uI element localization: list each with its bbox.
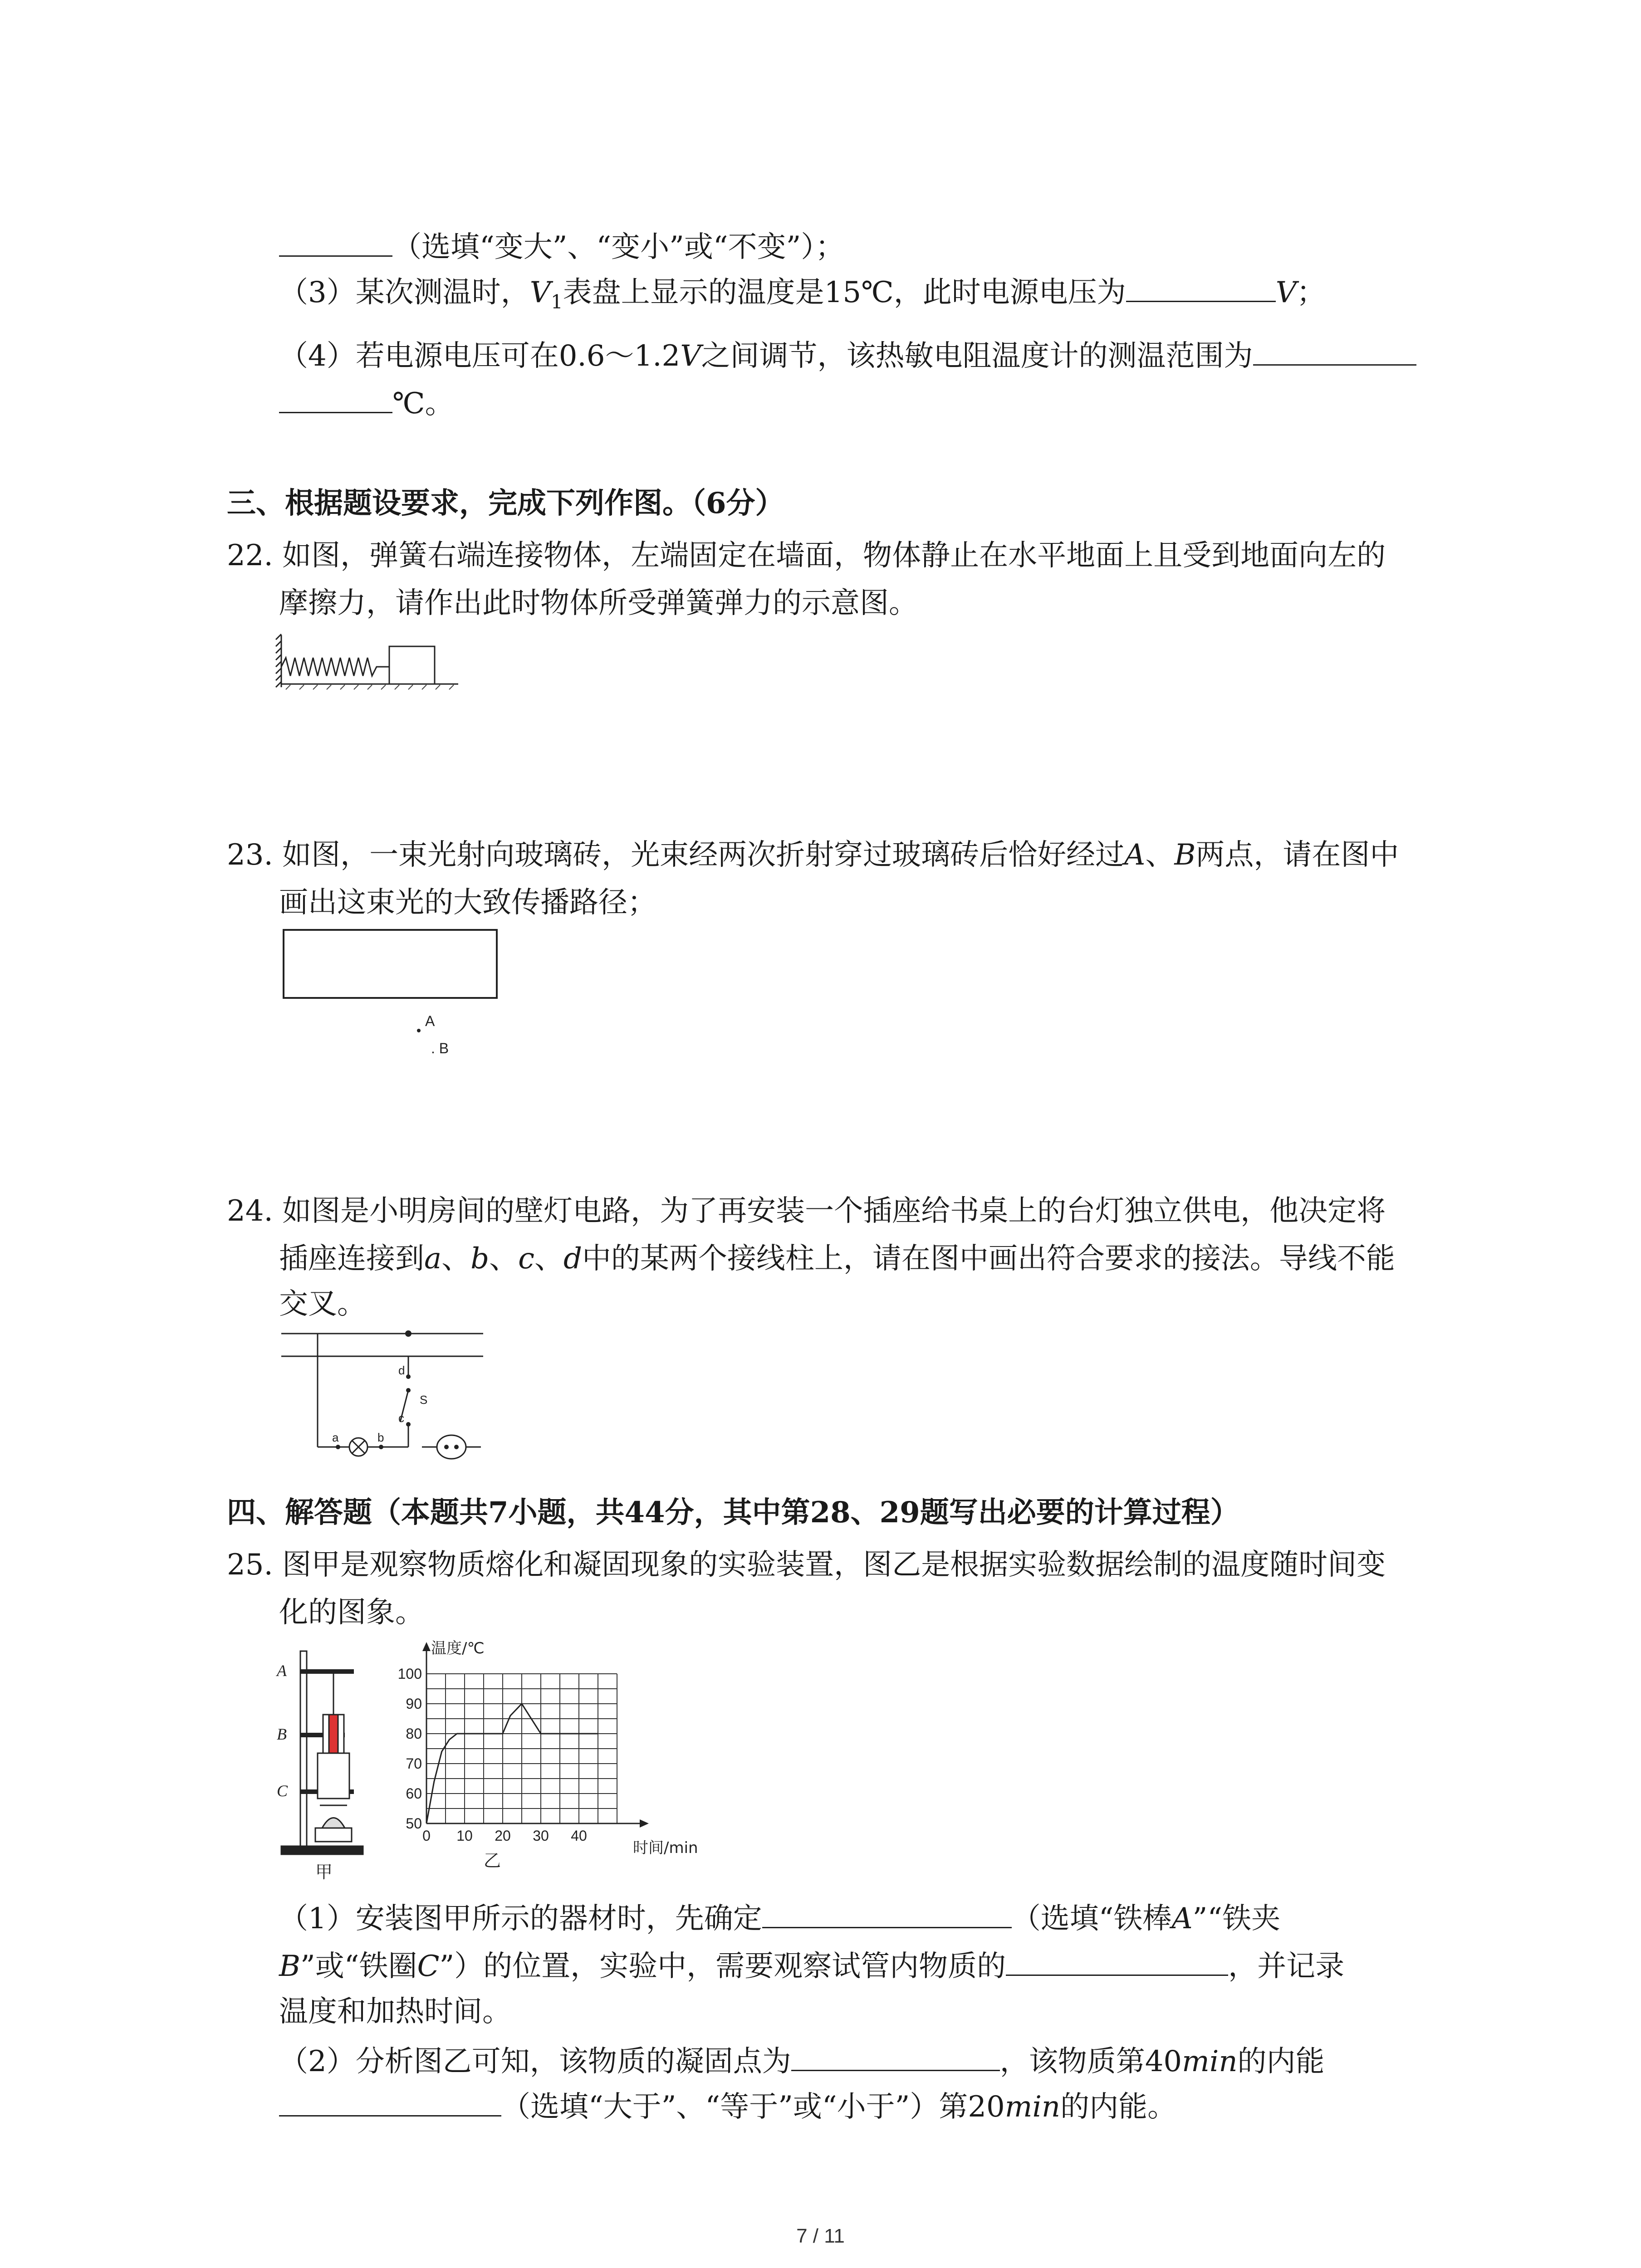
fig-yi-label: 乙	[484, 1851, 501, 1871]
q21-line4: ℃。	[279, 383, 454, 424]
x-axis-label: 时间/min	[633, 1839, 698, 1857]
svg-text:a: a	[332, 1431, 339, 1444]
x-tick-label: 20	[495, 1828, 511, 1844]
q25-p2: B”或“铁圈C”）的位置，实验中，需要观察试管内物质的 ，并记录	[279, 1946, 1344, 1987]
x-axis-arrow	[640, 1819, 649, 1828]
svg-text:d: d	[398, 1364, 405, 1377]
q23-line1: 23. 如图，一束光射向玻璃砖，光束经两次折射穿过玻璃砖后恰好经过A、B两点，请在图中	[227, 838, 1399, 872]
svg-text:B: B	[277, 1725, 287, 1743]
q24-circuit-figure	[281, 1327, 490, 1463]
svg-text:S: S	[420, 1393, 428, 1407]
answer-blank[interactable]	[1253, 337, 1416, 366]
page-number: 7 / 11	[796, 2225, 845, 2247]
q22-spring-figure	[272, 631, 463, 694]
temperature-time-chart	[390, 1633, 699, 1869]
glass-brick	[284, 930, 497, 998]
y-tick-label: 50	[406, 1815, 422, 1832]
q22-line2: 摩擦力，请作出此时物体所受弹簧弹力的示意图。	[279, 587, 918, 620]
q24-line2: 插座连接到a、b、c、d中的某两个接线柱上，请在图中画出符合要求的接法。导线不能	[279, 1242, 1395, 1276]
answer-blank[interactable]	[279, 2088, 501, 2116]
y-tick-label: 80	[406, 1725, 422, 1742]
q23-glass-brick-figure	[279, 925, 506, 1070]
q25-p4: （2）分析图乙可知，该物质的凝固点为 ，该物质第40min的内能	[279, 2041, 1325, 2082]
q24-line3: 交叉。	[279, 1287, 366, 1321]
y-tick-label: 60	[406, 1785, 422, 1802]
section3-title: 三、根据题设要求，完成下列作图。（6分）	[227, 486, 784, 520]
answer-blank[interactable]	[791, 2043, 1000, 2071]
q25-apparatus-figure	[272, 1647, 372, 1882]
y-axis-arrow	[422, 1642, 431, 1651]
q25-p1: （1）安装图甲所示的器材时，先确定 （选填“铁棒A”“铁夹	[279, 1898, 1280, 1939]
answer-blank[interactable]	[279, 385, 392, 413]
svg-text:A: A	[277, 1662, 287, 1680]
q25-p3: 温度和加热时间。	[279, 1995, 511, 2028]
q25-line1: 25. 图甲是观察物质熔化和凝固现象的实验装置，图乙是根据实验数据绘制的温度随时间变	[227, 1548, 1386, 1582]
q25-line2: 化的图象。	[279, 1596, 424, 1629]
label-a: A	[425, 1013, 435, 1029]
q23-line2: 画出这束光的大致传播路径；	[279, 886, 656, 919]
x-tick-label: 10	[456, 1828, 473, 1844]
answer-blank[interactable]	[1006, 1947, 1228, 1976]
x-tick-label: 40	[571, 1828, 587, 1844]
x-tick-label: 30	[533, 1828, 549, 1844]
q21-line3: （4）若电源电压可在0.6～1.2V之间调节，该热敏电阻温度计的测温范围为	[279, 336, 1416, 376]
q25-p5: （选填“大于”、“等于”或“小于”）第20min的内能。	[279, 2087, 1176, 2127]
x-tick-label: 0	[422, 1828, 431, 1844]
y-tick-label: 100	[397, 1666, 422, 1682]
q21-line2: （3）某次测温时，$V_1$表盘上显示的温度是15℃，此时电源电压为 V；	[279, 272, 1326, 323]
fig-jia-label: 甲	[315, 1862, 333, 1882]
q22-line1: 22. 如图，弹簧右端连接物体，左端固定在墙面，物体静止在水平地面上且受到地面向左的	[227, 539, 1386, 572]
q21-line1: （选填“变大”、“变小”或“不变”）；	[279, 227, 844, 268]
point-a	[417, 1029, 421, 1032]
y-tick-label: 90	[406, 1696, 422, 1712]
socket-icon	[437, 1435, 466, 1459]
label-b: . B	[431, 1040, 449, 1056]
svg-text:b: b	[377, 1431, 384, 1444]
svg-text:C: C	[277, 1782, 288, 1800]
answer-blank[interactable]	[1126, 274, 1276, 302]
q24-line1: 24. 如图是小明房间的壁灯电路，为了再安装一个插座给书桌上的台灯独立供电，他决定将	[227, 1194, 1386, 1228]
answer-blank[interactable]	[279, 228, 392, 257]
y-tick-label: 70	[406, 1755, 422, 1772]
section4-title: 四、解答题（本题共7小题，共44分，其中第28、29题写出必要的计算过程）	[227, 1496, 1239, 1530]
svg-text:c: c	[398, 1411, 404, 1425]
answer-blank[interactable]	[762, 1900, 1012, 1928]
y-axis-label: 温度/℃	[431, 1639, 485, 1657]
